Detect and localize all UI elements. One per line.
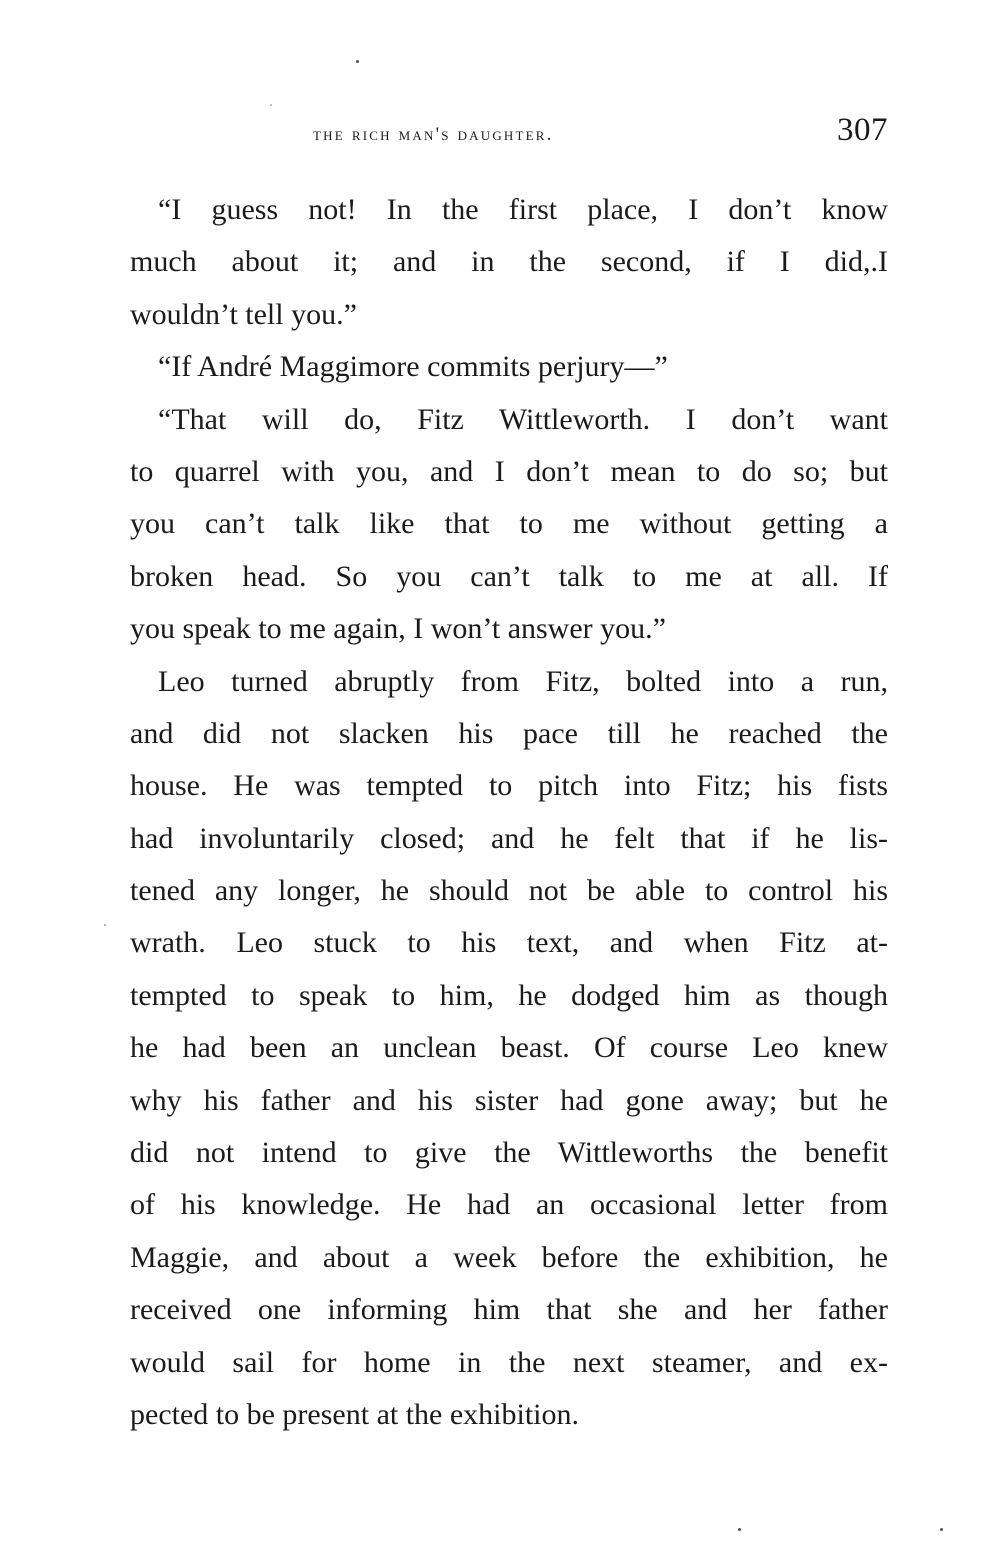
- scan-speck: [940, 1528, 943, 1531]
- scan-speck: [104, 924, 106, 926]
- text-line: tened any longer, he should not be able to control his: [130, 874, 888, 908]
- text-line: “That will do, Fitz Wittleworth. I don’t want: [158, 402, 888, 436]
- text-line: “If André Maggimore commits perjury—”: [158, 350, 668, 384]
- text-line: why his father and his sister had gone away; but he: [130, 1083, 888, 1117]
- text-line: received one informing him that she and her father: [130, 1293, 888, 1327]
- text-line: of his knowledge. He had an occasional letter from: [130, 1188, 888, 1222]
- scan-speck: [270, 104, 272, 106]
- text-line: house. He was tempted to pitch into Fitz; his fists: [130, 769, 888, 803]
- text-line: much about it; and in the second, if I did,.I: [130, 245, 888, 279]
- text-line: pected to be present at the exhibition.: [130, 1397, 580, 1431]
- text-line: “I guess not! In the first place, I don’t know: [158, 193, 888, 226]
- text-line: had involuntarily closed; and he felt that if he lis-: [130, 821, 888, 855]
- body-text: [130, 184, 888, 1441]
- text-line: you can’t talk like that to me without getting a: [130, 507, 888, 541]
- text-line: broken head. So you can’t talk to me at all. If: [130, 559, 888, 593]
- text-line: did not intend to give the Wittleworths the benefit: [130, 1136, 888, 1170]
- text-line: to quarrel with you, and I don’t mean to do so; but: [130, 454, 888, 488]
- text-line: and did not slacken his pace till he reached the: [130, 716, 888, 750]
- text-line: Maggie, and about a week before the exhibition, he: [130, 1240, 888, 1274]
- page-number: 307: [837, 112, 888, 148]
- text-line: wrath. Leo stuck to his text, and when Fitz at-: [130, 926, 888, 960]
- running-head: [130, 112, 888, 156]
- text-line: wouldn’t tell you.”: [130, 297, 357, 331]
- scan-speck: [738, 1528, 741, 1531]
- text-line: he had been an unclean beast. Of course Leo knew: [130, 1031, 888, 1065]
- text-line: Leo turned abruptly from Fitz, bolted into a run,: [158, 664, 888, 698]
- text-line: you speak to me again, I won’t answer you.”: [130, 612, 666, 646]
- running-title: the rich man's daughter.: [313, 124, 554, 145]
- text-line: tempted to speak to him, he dodged him as though: [130, 978, 888, 1012]
- scan-speck: [356, 60, 359, 63]
- text-line: would sail for home in the next steamer, and ex-: [130, 1345, 888, 1379]
